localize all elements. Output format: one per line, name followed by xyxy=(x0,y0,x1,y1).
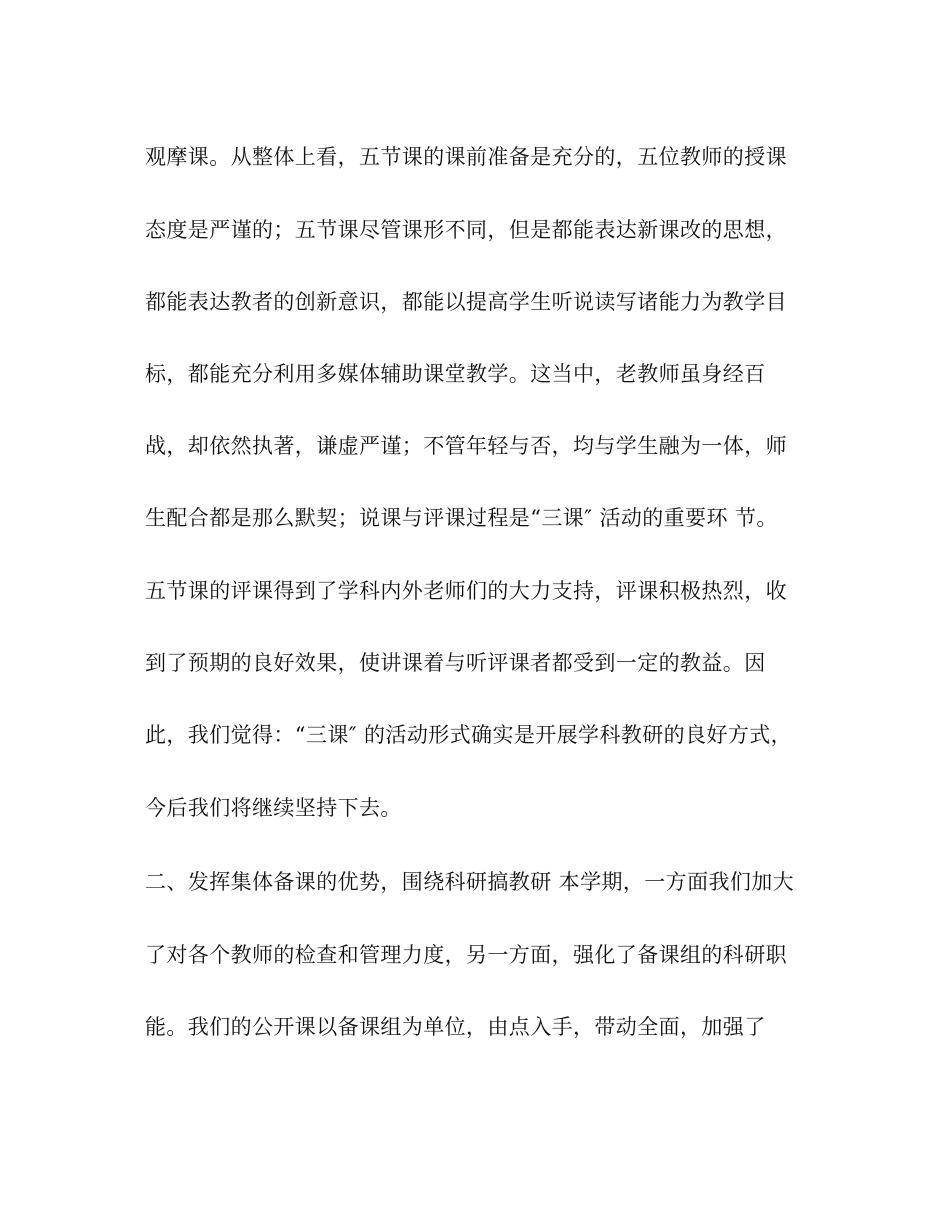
text-line: 此，我们觉得：“三课″ 的活动形式确实是开展学科教研的良好方式， xyxy=(145,723,793,747)
text-line: 今后我们将继续坚持下去。 xyxy=(145,796,402,820)
text-line: 标，都能充分利用多媒体辅助课堂教学。这当中，老教师虽身经百 xyxy=(145,362,766,386)
text-line: 都能表达教者的创新意识，都能以提高学生听说读写诸能力为教学目 xyxy=(145,290,787,314)
text-line: 了对各个教师的检查和管理力度，另一方面，强化了备课组的科研职 xyxy=(145,943,787,967)
text-line: 五节课的评课得到了学科内外老师们的大力支持，评课积极热烈，收 xyxy=(145,579,787,603)
text-line: 二、发挥集体备课的优势，围绕科研搞教研 本学期，一方面我们加大 xyxy=(145,870,795,894)
text-line: 到了预期的良好效果，使讲课着与听评课者都受到一定的教益。因 xyxy=(145,651,766,675)
text-line: 战，却依然执著，谦虚严谨；不管年轻与否，均与学生融为一体，师 xyxy=(145,434,787,458)
text-line: 生配合都是那么默契；说课与评课过程是“三课″ 活动的重要环 节。 xyxy=(145,506,778,530)
text-line: 态度是严谨的；五节课尽管课形不同，但是都能表达新课改的思想， xyxy=(145,218,787,242)
text-line: 能。我们的公开课以备课组为单位，由点入手，带动全面，加强了 xyxy=(145,1015,766,1039)
text-line: 观摩课。从整体上看，五节课的课前准备是充分的，五位教师的授课 xyxy=(145,145,787,169)
